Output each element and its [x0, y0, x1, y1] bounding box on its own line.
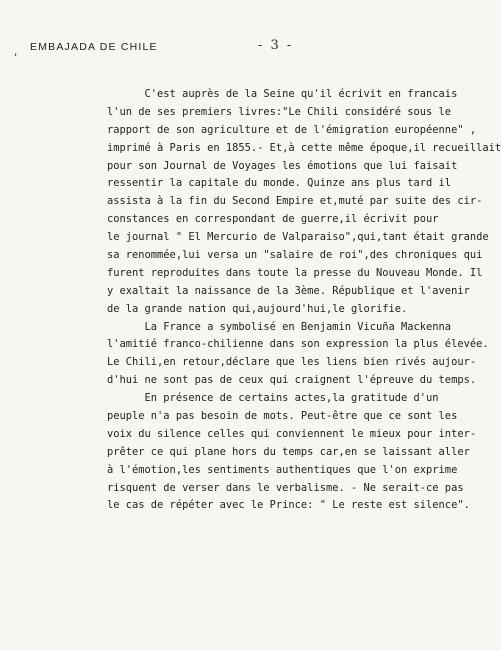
text-line: C'est auprès de la Seine qu'il écrivit en francais — [107, 88, 458, 100]
text-line: l'un de ses premiers livres:"Le Chili considéré sous le — [107, 105, 452, 118]
text-line: constances en correspondant de guerre,il écrivit pour — [107, 213, 439, 226]
text-line: risquent de verser dans le verbalisme. - Ne serait-ce pas — [107, 481, 464, 494]
page-number: - 3 - — [258, 38, 294, 53]
text-line: En présence de certains actes,la gratitude d'un — [107, 392, 439, 405]
text-line: pour son Journal de Voyages les émotions que lui faisait — [107, 159, 458, 172]
text-line: La France a symbolisé en Benjamin Vicuña Mackenna — [107, 320, 452, 333]
text-line: Le Chili,en retour,déclare que les liens bien rivés aujour- — [107, 356, 477, 369]
text-line: rapport de son agriculture et de l'émigration européenne" , — [107, 123, 477, 136]
paragraph — [107, 319, 492, 391]
text-line: le journal " El Mercurio de Valparaiso",qui,tant était grande — [107, 231, 489, 244]
text-line: d'hui ne sont pas de ceux qui craignent l'épreuve du temps. — [107, 374, 477, 387]
letterhead: EMBAJADA DE CHILE — [30, 41, 158, 53]
text-line: y exaltait la naissance de la 3ème. République et l'avenir — [107, 284, 470, 297]
text-line: le cas de répéter avec le Prince: " Le reste est silence". — [107, 499, 470, 512]
paragraph — [107, 86, 501, 319]
text-line: à l'émotion,les sentiments authentiques que l'on exprime — [107, 463, 458, 476]
text-line: furent reproduites dans toute la presse du Nouveau Monde. Il — [107, 266, 483, 279]
text-line: de la grande nation qui,aujourd'hui,le glorifie. — [107, 302, 408, 315]
text-line: voix du silence celles qui conviennent le mieux pour inter- — [107, 427, 477, 440]
paragraph — [107, 390, 492, 515]
text-line: assista à la fin du Second Empire et,muté par suite des cir- — [107, 195, 483, 208]
text-line: l'amitié franco-chilienne dans son expression la plus élevée. — [107, 338, 489, 351]
text-line: ressentir la capitale du monde. Quinze ans plus tard il — [107, 177, 452, 190]
text-line: imprimé à Paris en 1855.- Et,à cette même époque,il recueillait — [107, 141, 501, 154]
margin-mark: , — [13, 48, 19, 58]
text-line: sa renommée,lui versa un "salaire de roi",des chroniques qui — [107, 249, 483, 262]
text-line: prêter ce qui plane hors du temps car,en se laissant aller — [107, 445, 470, 458]
body-text — [107, 86, 501, 515]
text-line: peuple n'a pas besoin de mots. Peut-être que ce sont les — [107, 410, 458, 423]
